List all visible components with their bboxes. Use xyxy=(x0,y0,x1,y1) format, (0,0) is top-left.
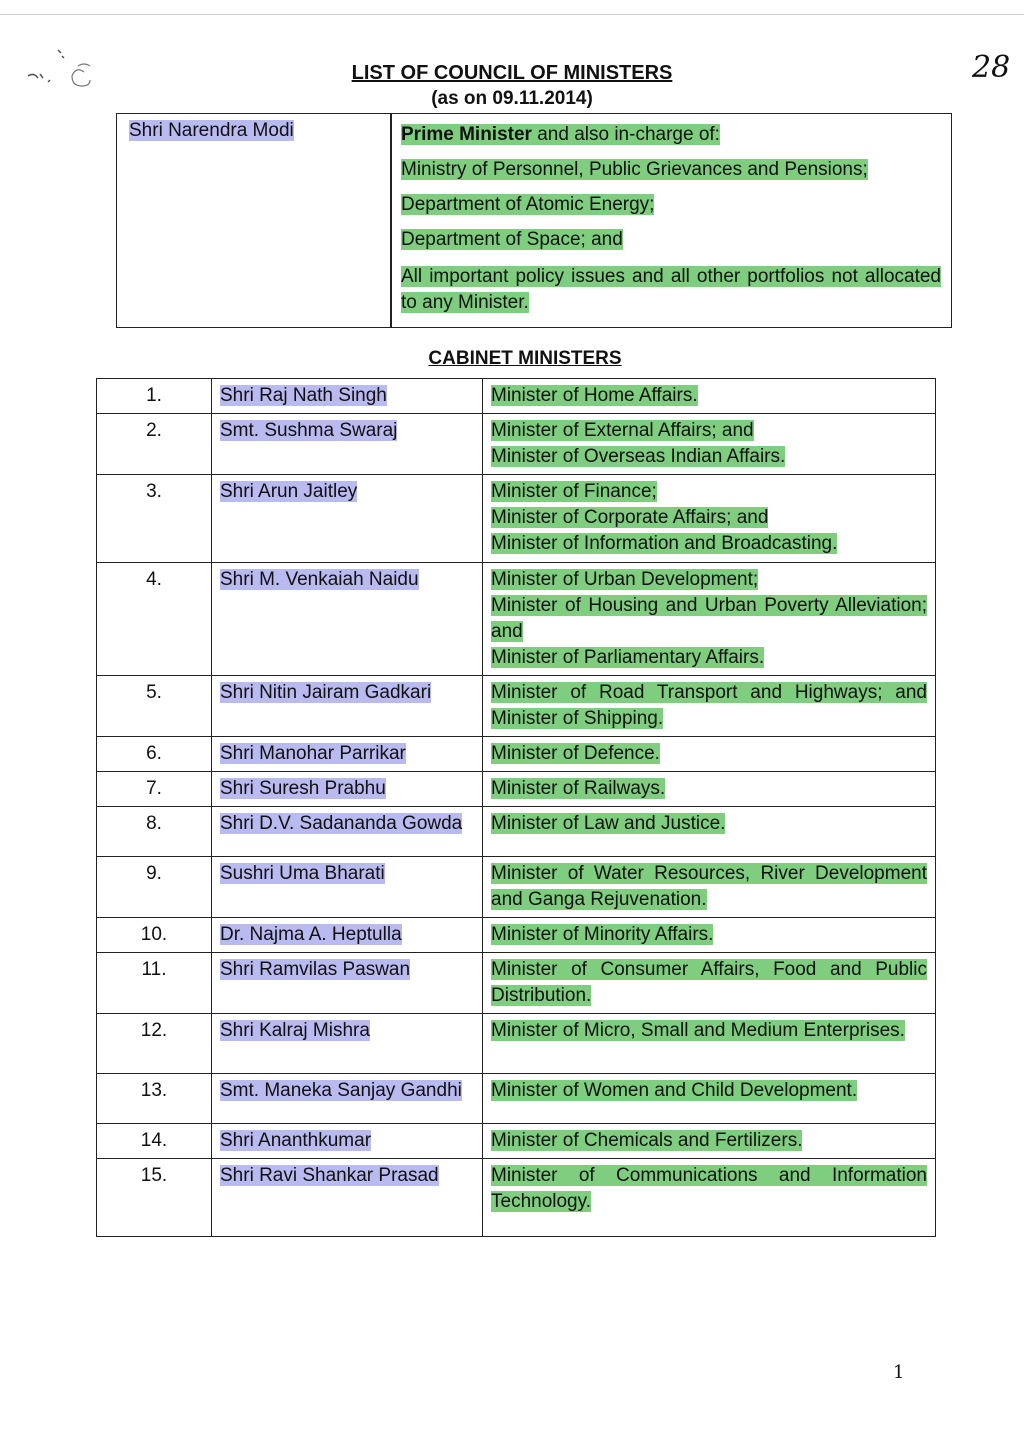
minister-number: 10. xyxy=(97,918,212,953)
portfolio-line: Minister of Corporate Affairs; and xyxy=(491,507,769,528)
minister-name: Smt. Sushma Swaraj xyxy=(220,420,398,441)
minister-portfolio-cell xyxy=(483,737,936,772)
portfolio-line: Minister of Micro, Small and Medium Enterprises. xyxy=(491,1020,905,1041)
minister-portfolio-cell xyxy=(483,807,936,857)
portfolio-line: Minister of Urban Development; xyxy=(491,569,759,590)
minister-number: 11. xyxy=(97,953,212,1014)
minister-portfolio-cell xyxy=(483,379,936,414)
minister-row xyxy=(97,563,936,676)
minister-number: 9. xyxy=(97,857,212,918)
minister-number: 2. xyxy=(97,414,212,475)
page-number: 1 xyxy=(893,1362,905,1383)
minister-portfolio-cell xyxy=(483,1014,936,1074)
minister-number: 5. xyxy=(97,676,212,737)
minister-portfolio-cell xyxy=(483,953,936,1014)
minister-number: 8. xyxy=(97,807,212,857)
minister-name: Shri Arun Jaitley xyxy=(220,481,358,502)
minister-name: Shri Nitin Jairam Gadkari xyxy=(220,682,432,703)
portfolio-line: Minister of Women and Child Development. xyxy=(491,1080,858,1101)
minister-name: Shri Ravi Shankar Prasad xyxy=(220,1165,439,1186)
minister-portfolio-cell xyxy=(483,475,936,563)
portfolio-line: Minister of Finance; xyxy=(491,481,657,502)
pm-role-suffix: and also in-charge of: xyxy=(531,124,720,145)
pm-name xyxy=(129,120,294,142)
minister-row xyxy=(97,414,936,475)
minister-name-cell xyxy=(212,857,483,918)
minister-name-cell xyxy=(212,737,483,772)
minister-number: 12. xyxy=(97,1014,212,1074)
portfolio-line: Minister of Consumer Affairs, Food and Public Distribution. xyxy=(491,959,927,1006)
minister-portfolio-cell xyxy=(483,676,936,737)
minister-name: Shri M. Venkaiah Naidu xyxy=(220,569,419,590)
minister-portfolio-cell xyxy=(483,1159,936,1237)
portfolio-line: Minister of Defence. xyxy=(491,743,660,764)
minister-name-cell xyxy=(212,563,483,676)
portfolio-line: Minister of Parliamentary Affairs. xyxy=(491,647,765,668)
minister-name: Sushri Uma Bharati xyxy=(220,863,385,884)
minister-row xyxy=(97,1159,936,1237)
minister-name: Smt. Maneka Sanjay Gandhi xyxy=(220,1080,462,1101)
document-date: (as on 09.11.2014) xyxy=(431,88,593,109)
portfolio-line: Minister of Minority Affairs. xyxy=(491,924,714,945)
minister-name: Shri Ananthkumar xyxy=(220,1130,372,1151)
minister-name-cell xyxy=(212,918,483,953)
minister-portfolio-cell xyxy=(483,1074,936,1124)
minister-row xyxy=(97,772,936,807)
prime-minister-box xyxy=(116,113,952,328)
pm-duty: Ministry of Personnel, Public Grievances and Pensions; xyxy=(401,159,868,180)
portfolio-line: Minister of Information and Broadcasting. xyxy=(491,533,838,554)
minister-name-cell xyxy=(212,953,483,1014)
minister-row xyxy=(97,1014,936,1074)
cabinet-ministers-table xyxy=(96,378,936,1237)
portfolio-line: Minister of Road Transport and Highways; and Minister of Shipping. xyxy=(491,682,927,729)
minister-name-cell xyxy=(212,807,483,857)
minister-portfolio-cell xyxy=(483,1124,936,1159)
minister-number: 1. xyxy=(97,379,212,414)
pm-box-divider xyxy=(390,114,392,327)
minister-number: 14. xyxy=(97,1124,212,1159)
minister-name: Shri Ramvilas Paswan xyxy=(220,959,411,980)
portfolio-line: Minister of Home Affairs. xyxy=(491,385,698,406)
minister-number: 13. xyxy=(97,1074,212,1124)
minister-row xyxy=(97,953,936,1014)
minister-number: 4. xyxy=(97,563,212,676)
cabinet-section-title: CABINET MINISTERS xyxy=(428,348,622,369)
portfolio-line: Minister of External Affairs; and xyxy=(491,420,754,441)
pm-duty: Department of Atomic Energy; xyxy=(401,194,655,215)
minister-row xyxy=(97,676,936,737)
minister-name-cell xyxy=(212,1159,483,1237)
minister-name-cell xyxy=(212,475,483,563)
minister-name-cell xyxy=(212,1124,483,1159)
minister-name: Shri Suresh Prabhu xyxy=(220,778,386,799)
minister-portfolio-cell xyxy=(483,772,936,807)
portfolio-line: Minister of Overseas Indian Affairs. xyxy=(491,446,786,467)
minister-name-cell xyxy=(212,414,483,475)
minister-row xyxy=(97,475,936,563)
minister-name-cell xyxy=(212,1074,483,1124)
top-rule xyxy=(0,14,1024,15)
minister-name: Shri Manohar Parrikar xyxy=(220,743,406,764)
minister-portfolio-cell xyxy=(483,414,936,475)
pm-name-text: Shri Narendra Modi xyxy=(129,120,294,141)
minister-row xyxy=(97,807,936,857)
minister-row xyxy=(97,918,936,953)
pm-duty: All important policy issues and all other portfolios not allocated to any Minister. xyxy=(401,266,941,313)
minister-row xyxy=(97,1124,936,1159)
minister-number: 6. xyxy=(97,737,212,772)
minister-name-cell xyxy=(212,1014,483,1074)
minister-portfolio-cell xyxy=(483,563,936,676)
pm-duties xyxy=(401,124,941,316)
document-title: LIST OF COUNCIL OF MINISTERS xyxy=(351,62,673,84)
minister-portfolio-cell xyxy=(483,857,936,918)
minister-number: 3. xyxy=(97,475,212,563)
minister-name: Shri D.V. Sadananda Gowda xyxy=(220,813,463,834)
minister-portfolio-cell xyxy=(483,918,936,953)
minister-name-cell xyxy=(212,676,483,737)
minister-number: 7. xyxy=(97,772,212,807)
portfolio-line: Minister of Water Resources, River Development and Ganga Rejuvenation. xyxy=(491,863,927,910)
minister-number: 15. xyxy=(97,1159,212,1237)
minister-row xyxy=(97,379,936,414)
portfolio-line: Minister of Railways. xyxy=(491,778,666,799)
minister-name: Shri Raj Nath Singh xyxy=(220,385,387,406)
minister-name-cell xyxy=(212,379,483,414)
portfolio-line: Minister of Law and Justice. xyxy=(491,813,726,834)
minister-name-cell xyxy=(212,772,483,807)
portfolio-line: Minister of Housing and Urban Poverty Alleviation; and xyxy=(491,595,927,642)
minister-row xyxy=(97,737,936,772)
pm-role: Prime Minister xyxy=(401,124,532,145)
minister-row xyxy=(97,857,936,918)
portfolio-line: Minister of Communications and Information Technology. xyxy=(491,1165,927,1212)
minister-row xyxy=(97,1074,936,1124)
portfolio-line: Minister of Chemicals and Fertilizers. xyxy=(491,1130,803,1151)
minister-name: Shri Kalraj Mishra xyxy=(220,1020,370,1041)
pm-duty: Department of Space; and xyxy=(401,229,623,250)
handwritten-page-mark: 28 xyxy=(972,50,1011,85)
minister-name: Dr. Najma A. Heptulla xyxy=(220,924,402,945)
